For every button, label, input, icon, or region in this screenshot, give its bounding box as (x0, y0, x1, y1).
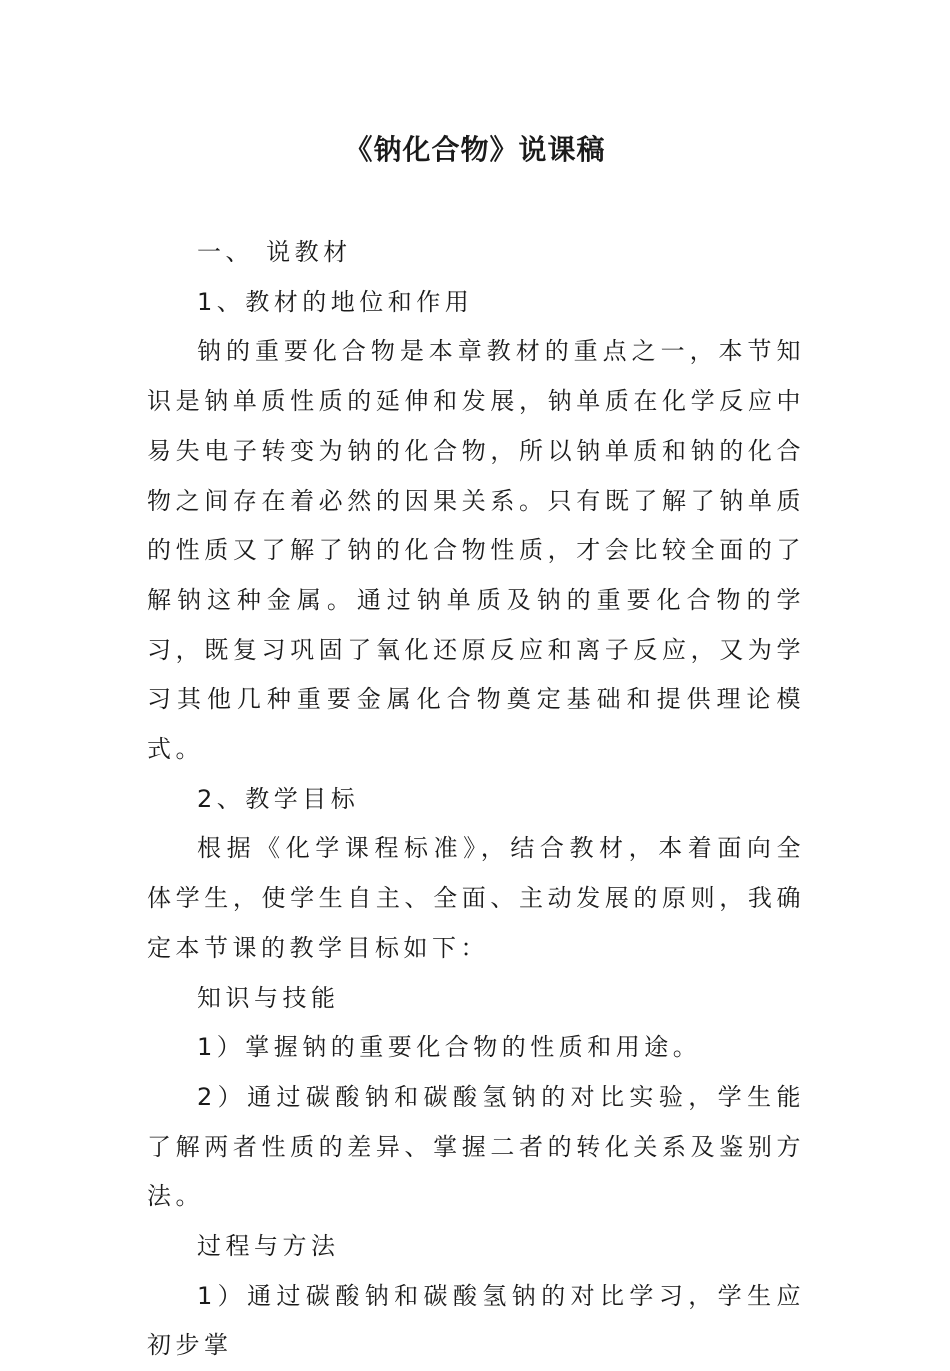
list-item: 1）掌握钠的重要化合物的性质和用途。 (197, 1033, 702, 1062)
list-item: 1）通过碳酸钠和碳酸氢钠的对比学习，学生应初步掌 (147, 1281, 805, 1360)
paragraph: 根据《化学课程标准》，结合教材，本着面向全体学生，使学生自主、全面、主动发展的原则，我确定本节课的教学目标如下： (147, 834, 805, 962)
paragraph: 钠的重要化合物是本章教材的重点之一，本节知识是钠单质性质的延伸和发展，钠单质在化学反应中易失电子转变为钠的化合物，所以钠单质和钠的化合物之间存在着必然的因果关系。只有既了解了钠单质的性质又了解了钠的化合物性质，才会比较全面的了解钠这种金属。通过钠单质及钠的重要化合物的学习，既复习巩固了氧化还原反应和离子反应，又为学习其他几种重要金属化合物奠定基础和提供理论模式。 (147, 337, 805, 764)
subsection-heading: 2、教学目标 (197, 784, 360, 813)
list-item: 2）通过碳酸钠和碳酸氢钠的对比实验，学生能了解两者性质的差异、掌握二者的转化关系及鉴别方法。 (147, 1082, 805, 1211)
document-body (147, 228, 805, 1371)
objective-heading: 知识与技能 (197, 983, 340, 1012)
section-heading: 一、 说教材 (197, 238, 352, 266)
document-title: 《钠化合物》说课稿 (344, 133, 606, 166)
objective-heading: 过程与方法 (197, 1232, 340, 1261)
subsection-heading: 1、教材的地位和作用 (197, 287, 474, 316)
